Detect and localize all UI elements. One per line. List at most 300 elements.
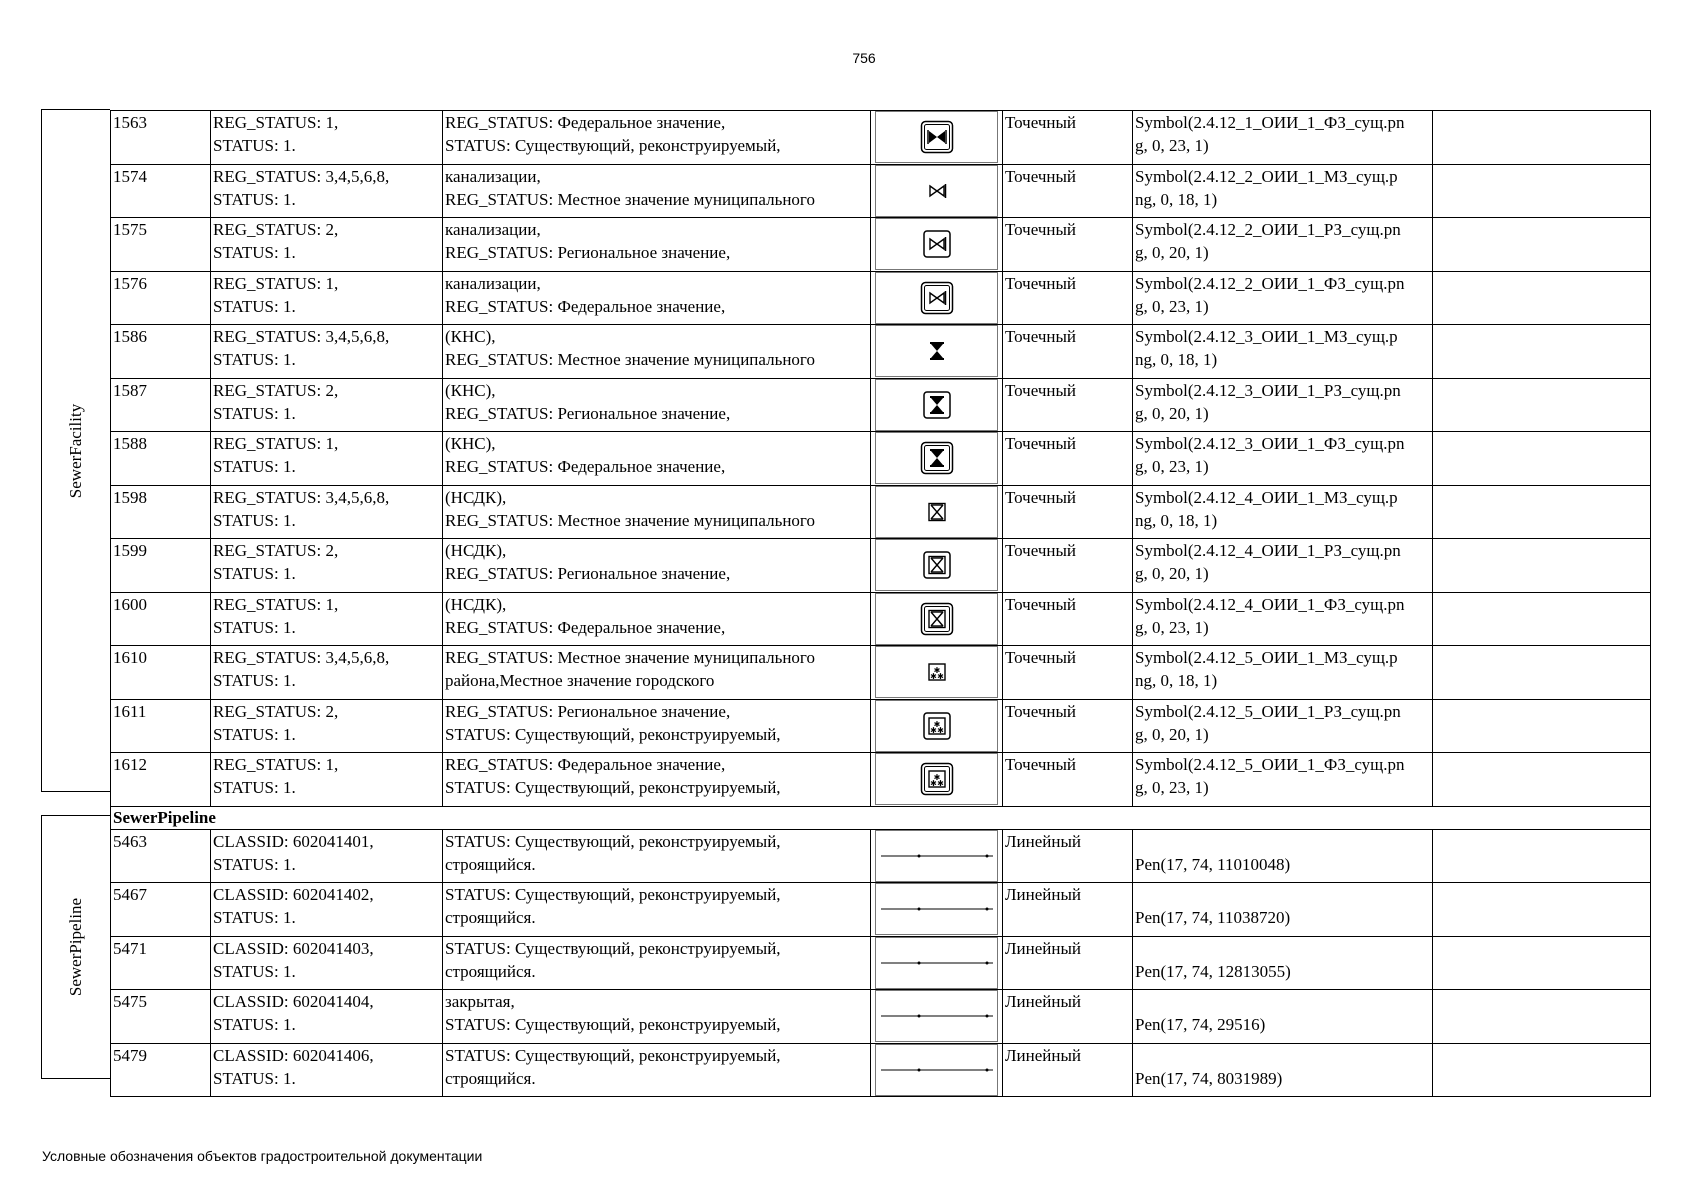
style-line-2: Pen(17, 74, 12813055) <box>1135 961 1291 981</box>
symbol-preview <box>875 165 998 217</box>
object-code: 1610 <box>113 648 147 667</box>
line-icon <box>879 1011 995 1021</box>
description-line-1: REG_STATUS: Местное значение муниципального <box>445 648 815 667</box>
geometry-type: Точечный <box>1005 220 1077 239</box>
code-cell <box>111 646 211 700</box>
description-line-2: REG_STATUS: Федеральное значение, <box>445 457 726 476</box>
symbol-cell <box>871 539 1003 593</box>
style-line-1: Symbol(2.4.12_4_ОИИ_1_МЗ_сущ.p <box>1135 487 1398 507</box>
geometry-type-cell <box>1003 271 1133 325</box>
hourglass-icon <box>922 390 952 420</box>
notes-cell <box>1433 325 1651 379</box>
geometry-type: Точечный <box>1005 113 1077 132</box>
condition-line-2: STATUS: 1. <box>213 778 296 797</box>
style-line-1 <box>1135 1044 1430 1067</box>
condition-line-2: STATUS: 1. <box>213 724 296 744</box>
geometry-type-cell <box>1003 883 1133 937</box>
geometry-type-cell <box>1003 111 1133 165</box>
notes-cell <box>1433 829 1651 883</box>
style-cell <box>1133 111 1433 165</box>
condition-line-1: REG_STATUS: 1, <box>213 434 339 453</box>
style-line-1: Symbol(2.4.12_1_ОИИ_1_ФЗ_сущ.pn <box>1135 113 1405 132</box>
description-line-2: REG_STATUS: Региональное значение, <box>445 403 731 423</box>
geometry-type: Точечный <box>1005 541 1077 560</box>
style-cell <box>1133 883 1433 937</box>
style-line-2: Pen(17, 74, 8031989) <box>1135 1068 1283 1088</box>
symbol-cell <box>871 271 1003 325</box>
object-code: 1563 <box>113 113 147 132</box>
hourglass-outline-icon <box>924 499 950 525</box>
description-cell <box>443 883 871 937</box>
condition-cell <box>211 271 443 325</box>
description-line-1: STATUS: Существующий, реконструируемый, <box>445 831 781 851</box>
code-cell <box>111 990 211 1044</box>
style-line-1: Symbol(2.4.12_5_ОИИ_1_ФЗ_сущ.pn <box>1135 755 1405 774</box>
condition-cell <box>211 829 443 883</box>
code-cell <box>111 699 211 753</box>
notes-cell <box>1433 646 1651 700</box>
object-code: 1612 <box>113 755 147 774</box>
condition-line-1: REG_STATUS: 2, <box>213 380 339 400</box>
condition-line-1: CLASSID: 602041402, <box>213 885 374 904</box>
condition-line-2: STATUS: 1. <box>213 510 296 530</box>
description-line-1: STATUS: Существующий, реконструируемый, <box>445 1045 781 1065</box>
style-cell <box>1133 936 1433 990</box>
style-line-2: g, 0, 23, 1) <box>1135 617 1209 637</box>
symbol-cell <box>871 325 1003 379</box>
condition-line-2: STATUS: 1. <box>213 243 296 262</box>
geometry-type-cell <box>1003 432 1133 486</box>
code-cell <box>111 111 211 165</box>
section-header: SewerPipeline <box>111 806 1433 829</box>
object-code: 1587 <box>113 380 147 400</box>
geometry-type-cell <box>1003 539 1133 593</box>
style-cell <box>1133 432 1433 486</box>
style-line-1: Symbol(2.4.12_5_ОИИ_1_РЗ_сущ.pn <box>1135 701 1401 721</box>
condition-line-1: REG_STATUS: 3,4,5,6,8, <box>213 648 390 667</box>
geometry-type-cell <box>1003 829 1133 883</box>
code-cell <box>111 883 211 937</box>
geometry-type: Точечный <box>1005 701 1077 721</box>
description-cell <box>443 271 871 325</box>
line-icon <box>879 958 995 968</box>
description-line-2: STATUS: Существующий, реконструируемый, <box>445 724 781 744</box>
description-line-2: REG_STATUS: Федеральное значение, <box>445 296 726 316</box>
table-row <box>111 378 1651 432</box>
style-line-1: Symbol(2.4.12_5_ОИИ_1_МЗ_сущ.p <box>1135 648 1398 667</box>
description-cell <box>443 829 871 883</box>
description-cell <box>443 1043 871 1097</box>
condition-line-2: STATUS: 1. <box>213 1068 296 1088</box>
symbol-cell <box>871 753 1003 807</box>
condition-line-2: STATUS: 1. <box>213 1015 296 1034</box>
symbol-cell <box>871 378 1003 432</box>
symbol-cell <box>871 829 1003 883</box>
svg-text:✱: ✱ <box>936 672 944 681</box>
notes-cell <box>1433 1043 1651 1097</box>
style-cell <box>1133 378 1433 432</box>
description-line-2: строящийся. <box>445 1068 536 1088</box>
table-row <box>111 111 1651 165</box>
condition-line-1: REG_STATUS: 1, <box>213 113 339 132</box>
condition-cell <box>211 218 443 272</box>
notes-cell <box>1433 936 1651 990</box>
condition-line-2: STATUS: 1. <box>213 961 296 981</box>
symbol-preview <box>875 990 998 1042</box>
symbol-cell <box>871 936 1003 990</box>
description-cell <box>443 753 871 807</box>
notes-cell <box>1433 111 1651 165</box>
hourglass-outline-icon <box>922 550 952 580</box>
style-cell <box>1133 699 1433 753</box>
style-cell <box>1133 271 1433 325</box>
geometry-type-cell <box>1003 990 1133 1044</box>
description-line-1: канализации, <box>445 166 541 186</box>
condition-line-2: STATUS: 1. <box>213 350 296 369</box>
symbol-cell <box>871 111 1003 165</box>
table-row <box>111 699 1651 753</box>
style-line-2: g, 0, 23, 1) <box>1135 457 1209 476</box>
condition-line-1: CLASSID: 602041406, <box>213 1045 374 1065</box>
description-line-1: (НСДК), <box>445 594 507 614</box>
code-cell <box>111 432 211 486</box>
symbol-preview <box>875 325 998 377</box>
style-line-2: g, 0, 20, 1) <box>1135 724 1209 744</box>
table-row <box>111 271 1651 325</box>
geometry-type-cell <box>1003 936 1133 990</box>
line-icon <box>879 851 995 861</box>
description-line-2: района,Местное значение городского <box>445 671 715 690</box>
style-line-2: g, 0, 20, 1) <box>1135 564 1209 583</box>
valve-outline-icon <box>924 178 950 204</box>
condition-cell <box>211 753 443 807</box>
style-line-2: g, 0, 20, 1) <box>1135 243 1209 262</box>
code-cell <box>111 753 211 807</box>
condition-cell <box>211 378 443 432</box>
valve-outline-icon <box>922 229 952 259</box>
description-cell <box>443 592 871 646</box>
valve-outline-icon <box>920 281 954 315</box>
section-header-spacer <box>1433 806 1651 829</box>
code-cell <box>111 829 211 883</box>
style-line-1: Symbol(2.4.12_4_ОИИ_1_РЗ_сущ.pn <box>1135 541 1401 560</box>
style-line-1: Symbol(2.4.12_2_ОИИ_1_РЗ_сущ.pn <box>1135 220 1401 239</box>
symbol-preview <box>875 937 998 989</box>
style-line-2: ng, 0, 18, 1) <box>1135 671 1218 690</box>
code-cell <box>111 164 211 218</box>
geometry-type-cell <box>1003 218 1133 272</box>
notes-cell <box>1433 990 1651 1044</box>
symbol-preview <box>875 272 998 324</box>
description-line-2: REG_STATUS: Местное значение муниципального <box>445 189 815 209</box>
snowflake-icon <box>924 659 950 685</box>
symbol-preview <box>875 539 998 591</box>
condition-cell <box>211 699 443 753</box>
condition-line-2: STATUS: 1. <box>213 136 296 155</box>
description-cell <box>443 936 871 990</box>
line-icon <box>879 1065 995 1075</box>
description-line-2: REG_STATUS: Региональное значение, <box>445 243 731 262</box>
svg-text:✱: ✱ <box>933 666 940 675</box>
table-row <box>111 432 1651 486</box>
svg-text:✱: ✱ <box>936 725 944 735</box>
condition-line-1: REG_STATUS: 1, <box>213 755 339 774</box>
table-row <box>111 883 1651 937</box>
condition-line-1: REG_STATUS: 3,4,5,6,8, <box>213 327 390 346</box>
pipeline-rows <box>111 829 1651 1097</box>
description-line-1: канализации, <box>445 273 541 293</box>
condition-line-1: REG_STATUS: 2, <box>213 701 339 721</box>
symbol-preview <box>875 700 998 752</box>
description-line-1: (КНС), <box>445 434 496 453</box>
geometry-type-cell <box>1003 592 1133 646</box>
condition-line-2: STATUS: 1. <box>213 671 296 690</box>
geometry-type: Точечный <box>1005 487 1077 507</box>
notes-cell <box>1433 271 1651 325</box>
symbol-cell <box>871 1043 1003 1097</box>
description-line-2: STATUS: Существующий, реконструируемый, <box>445 1015 781 1034</box>
geometry-type: Точечный <box>1005 648 1077 667</box>
condition-line-2: STATUS: 1. <box>213 908 296 927</box>
geometry-type-cell <box>1003 378 1133 432</box>
style-line-2: g, 0, 23, 1) <box>1135 296 1209 316</box>
table-row <box>111 829 1651 883</box>
geometry-type-cell <box>1003 164 1133 218</box>
code-cell <box>111 936 211 990</box>
symbol-preview <box>875 1044 998 1096</box>
group-label-text: SewerFacility <box>66 403 85 498</box>
geometry-type-cell <box>1003 646 1133 700</box>
condition-line-1: CLASSID: 602041404, <box>213 992 374 1011</box>
condition-line-1: REG_STATUS: 2, <box>213 220 339 239</box>
symbol-preview <box>875 753 998 805</box>
condition-line-2: STATUS: 1. <box>213 854 296 874</box>
notes-cell <box>1433 883 1651 937</box>
style-line-2: Pen(17, 74, 29516) <box>1135 1015 1266 1034</box>
condition-cell <box>211 1043 443 1097</box>
code-cell <box>111 271 211 325</box>
symbol-cell <box>871 699 1003 753</box>
line-icon <box>879 904 995 914</box>
symbol-preview <box>875 432 998 484</box>
symbol-preview <box>875 593 998 645</box>
style-line-1: Symbol(2.4.12_3_ОИИ_1_МЗ_сущ.p <box>1135 327 1398 346</box>
table-row <box>111 164 1651 218</box>
facility-rows <box>111 111 1651 807</box>
style-line-2: g, 0, 20, 1) <box>1135 403 1209 423</box>
description-line-1: канализации, <box>445 220 541 239</box>
symbol-cell <box>871 646 1003 700</box>
style-line-2: Pen(17, 74, 11038720) <box>1135 908 1291 927</box>
description-cell <box>443 111 871 165</box>
condition-line-1: REG_STATUS: 1, <box>213 594 339 614</box>
condition-line-1: CLASSID: 602041403, <box>213 938 374 958</box>
symbol-preview <box>875 218 998 270</box>
object-code: 5475 <box>113 992 147 1011</box>
object-code: 5463 <box>113 831 147 851</box>
description-cell <box>443 378 871 432</box>
notes-cell <box>1433 485 1651 539</box>
description-cell <box>443 218 871 272</box>
description-line-1: (НСДК), <box>445 541 507 560</box>
symbol-cell <box>871 164 1003 218</box>
table-row <box>111 485 1651 539</box>
notes-cell <box>1433 432 1651 486</box>
notes-cell <box>1433 164 1651 218</box>
description-line-2: REG_STATUS: Местное значение муниципального <box>445 350 815 369</box>
object-code: 1575 <box>113 220 147 239</box>
notes-cell <box>1433 699 1651 753</box>
geometry-type: Линейный <box>1005 831 1081 851</box>
footer-text: Условные обозначения объектов градостроительной документации <box>42 1148 483 1164</box>
snowflake-icon <box>922 711 952 741</box>
code-cell <box>111 218 211 272</box>
style-cell <box>1133 592 1433 646</box>
style-line-1 <box>1135 830 1430 853</box>
code-cell <box>111 539 211 593</box>
style-line-1: Symbol(2.4.12_3_ОИИ_1_ФЗ_сущ.pn <box>1135 434 1405 453</box>
geometry-type-cell <box>1003 325 1133 379</box>
section-header-row <box>111 806 1651 829</box>
symbol-cell <box>871 218 1003 272</box>
description-line-1: REG_STATUS: Региональное значение, <box>445 701 731 721</box>
description-cell <box>443 699 871 753</box>
symbol-preview <box>875 883 998 935</box>
condition-cell <box>211 539 443 593</box>
condition-line-2: STATUS: 1. <box>213 457 296 476</box>
table-row <box>111 592 1651 646</box>
style-cell <box>1133 646 1433 700</box>
style-cell <box>1133 218 1433 272</box>
code-cell <box>111 485 211 539</box>
condition-cell <box>211 646 443 700</box>
description-line-2: REG_STATUS: Местное значение муниципального <box>445 510 815 530</box>
description-cell <box>443 990 871 1044</box>
notes-cell <box>1433 592 1651 646</box>
style-line-2: g, 0, 23, 1) <box>1135 136 1209 155</box>
symbol-cell <box>871 485 1003 539</box>
description-cell <box>443 539 871 593</box>
condition-line-1: REG_STATUS: 3,4,5,6,8, <box>213 487 390 507</box>
geometry-type: Точечный <box>1005 327 1077 346</box>
notes-cell <box>1433 753 1651 807</box>
style-line-1: Symbol(2.4.12_2_ОИИ_1_ФЗ_сущ.pn <box>1135 273 1405 293</box>
description-cell <box>443 325 871 379</box>
description-line-2: REG_STATUS: Региональное значение, <box>445 564 731 583</box>
table-row <box>111 936 1651 990</box>
object-code: 1574 <box>113 166 147 186</box>
notes-cell <box>1433 378 1651 432</box>
description-line-1: (КНС), <box>445 380 496 400</box>
svg-text:✱: ✱ <box>929 672 937 681</box>
table-row <box>111 1043 1651 1097</box>
description-cell <box>443 164 871 218</box>
table-row <box>111 218 1651 272</box>
geometry-type-cell <box>1003 1043 1133 1097</box>
style-cell <box>1133 164 1433 218</box>
description-line-1: закрытая, <box>445 992 515 1011</box>
style-line-1: Symbol(2.4.12_3_ОИИ_1_РЗ_сущ.pn <box>1135 380 1401 400</box>
symbol-preview <box>875 646 998 698</box>
symbol-cell <box>871 990 1003 1044</box>
geometry-type: Линейный <box>1005 992 1081 1011</box>
object-code: 5467 <box>113 885 147 904</box>
condition-cell <box>211 485 443 539</box>
style-cell <box>1133 829 1433 883</box>
svg-text:✱: ✱ <box>936 779 944 788</box>
symbol-preview <box>875 111 998 163</box>
style-cell <box>1133 539 1433 593</box>
object-code: 1611 <box>113 701 147 721</box>
condition-line-2: STATUS: 1. <box>213 403 296 423</box>
snowflake-icon <box>920 762 954 796</box>
symbol-preview <box>875 379 998 431</box>
description-cell <box>443 485 871 539</box>
object-code: 1576 <box>113 273 147 293</box>
style-cell <box>1133 990 1433 1044</box>
condition-cell <box>211 592 443 646</box>
condition-line-1: CLASSID: 602041401, <box>213 831 374 851</box>
table-row <box>111 753 1651 807</box>
condition-line-2: STATUS: 1. <box>213 617 296 637</box>
notes-cell <box>1433 218 1651 272</box>
object-code: 5471 <box>113 938 147 958</box>
geometry-type: Линейный <box>1005 1045 1081 1065</box>
condition-cell <box>211 432 443 486</box>
description-line-2: REG_STATUS: Федеральное значение, <box>445 617 726 637</box>
geometry-type-cell <box>1003 699 1133 753</box>
page-number: 756 <box>852 50 876 66</box>
style-line-2: Pen(17, 74, 11010048) <box>1135 854 1291 874</box>
style-line-2: ng, 0, 18, 1) <box>1135 350 1218 369</box>
condition-line-1: REG_STATUS: 3,4,5,6,8, <box>213 166 390 186</box>
style-cell <box>1133 325 1433 379</box>
symbol-table <box>110 110 1651 1097</box>
description-line-2: строящийся. <box>445 854 536 874</box>
style-cell <box>1133 753 1433 807</box>
description-line-1: (КНС), <box>445 327 496 346</box>
object-code: 1598 <box>113 487 147 507</box>
object-code: 1599 <box>113 541 147 560</box>
code-cell <box>111 378 211 432</box>
symbol-cell <box>871 883 1003 937</box>
style-line-2: ng, 0, 18, 1) <box>1135 510 1218 530</box>
svg-text:✱: ✱ <box>933 773 940 782</box>
style-line-1: Symbol(2.4.12_4_ОИИ_1_ФЗ_сущ.pn <box>1135 594 1405 614</box>
svg-text:✱: ✱ <box>933 719 940 729</box>
geometry-type: Точечный <box>1005 380 1077 400</box>
notes-cell <box>1433 539 1651 593</box>
code-cell <box>111 325 211 379</box>
condition-line-1: REG_STATUS: 1, <box>213 273 339 293</box>
description-cell <box>443 432 871 486</box>
description-line-1: REG_STATUS: Федеральное значение, <box>445 113 726 132</box>
hourglass-icon <box>920 441 954 475</box>
condition-cell <box>211 883 443 937</box>
symbol-cell <box>871 432 1003 486</box>
hourglass-icon <box>924 338 950 364</box>
condition-cell <box>211 164 443 218</box>
style-line-2: ng, 0, 18, 1) <box>1135 189 1218 209</box>
code-cell <box>111 1043 211 1097</box>
geometry-type: Точечный <box>1005 755 1077 774</box>
symbol-preview <box>875 830 998 882</box>
style-cell <box>1133 485 1433 539</box>
description-line-1: STATUS: Существующий, реконструируемый, <box>445 885 781 904</box>
style-cell <box>1133 1043 1433 1097</box>
group-label-sewer-facility <box>41 109 110 792</box>
style-line-2: g, 0, 23, 1) <box>1135 778 1209 797</box>
